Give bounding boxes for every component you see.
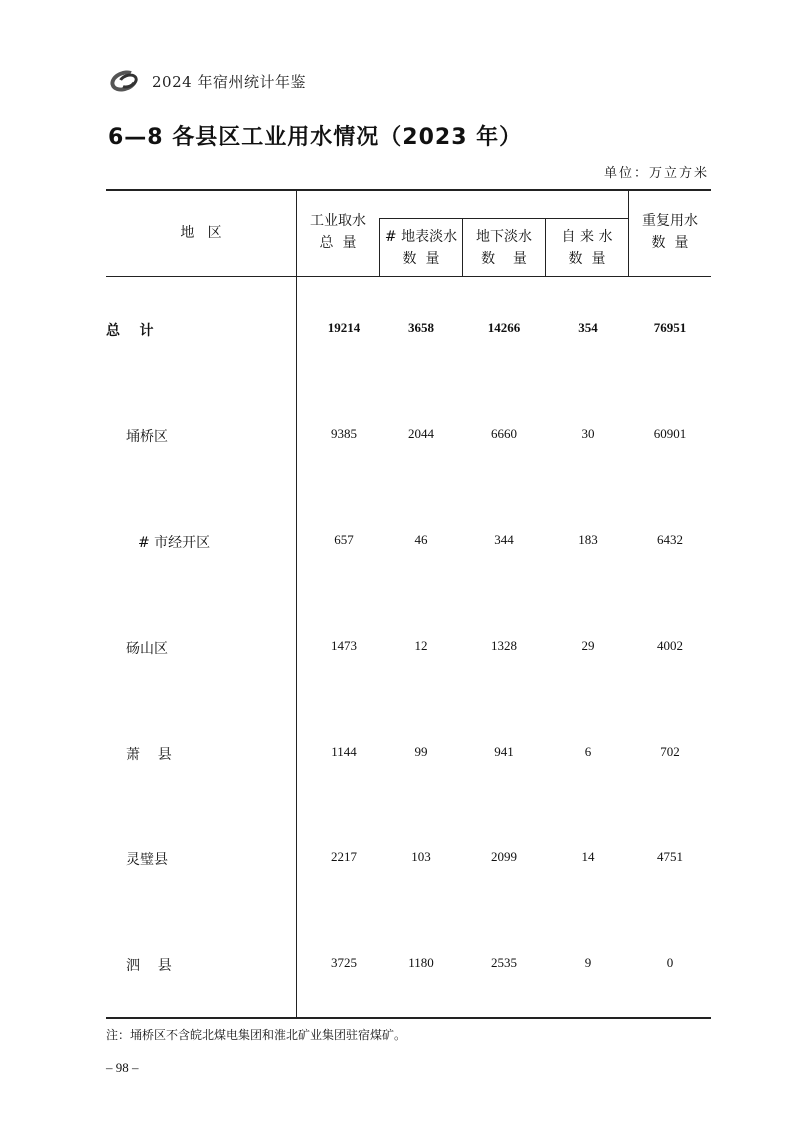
table-title: 6—8 各县区工业用水情况（2023 年） — [108, 125, 523, 150]
cell-tap: 183 — [578, 532, 598, 547]
cell-reuse: 4751 — [657, 849, 683, 864]
table-row — [106, 849, 711, 873]
cell-ground: 1328 — [491, 638, 517, 653]
table-bottom-rule — [106, 1017, 711, 1019]
table-row — [106, 744, 711, 768]
table-header-rule — [106, 276, 711, 277]
cell-surface: 99 — [414, 744, 428, 759]
cell-total: 1144 — [331, 744, 357, 759]
cell-reuse: 702 — [660, 744, 680, 759]
table-row — [106, 638, 711, 662]
row-name: 砀山区 — [126, 641, 168, 657]
cell-tap: 6 — [584, 744, 592, 759]
header-reused-water: 重复用水 数 量 — [642, 213, 698, 251]
header-ground-water: 地下淡水 数 量 — [476, 229, 532, 267]
table-row — [106, 532, 711, 556]
row-name: 萧 县 — [126, 747, 172, 763]
cell-reuse: 76951 — [653, 320, 687, 335]
cell-reuse: 0 — [666, 955, 674, 970]
row-name: 泗 县 — [126, 958, 172, 974]
cell-total: 1473 — [331, 638, 357, 653]
cell-total: 19214 — [327, 320, 361, 335]
row-name: 埇桥区 — [126, 429, 168, 445]
table-top-rule — [106, 189, 711, 191]
cell-tap: 354 — [578, 320, 598, 335]
header-total: 工业取水 总 量 — [310, 213, 366, 251]
cell-total: 9385 — [331, 426, 357, 441]
cell-surface: 1180 — [408, 955, 434, 970]
table-footnote: 注：埇桥区不含皖北煤电集团和淮北矿业集团驻宿煤矿。 — [106, 1028, 407, 1042]
running-title: 2024 年宿州统计年鉴 — [152, 72, 306, 91]
cell-ground: 6660 — [491, 426, 517, 441]
cell-total: 657 — [334, 532, 354, 547]
table-row — [106, 955, 711, 979]
header-tap-water: 自 来 水 数 量 — [561, 229, 613, 267]
table-row — [106, 426, 711, 450]
cell-ground: 2535 — [491, 955, 517, 970]
yearbook-logo-icon — [108, 68, 144, 94]
cell-surface: 12 — [414, 638, 428, 653]
cell-ground: 344 — [494, 532, 514, 547]
subheader-rule — [379, 218, 629, 219]
row-name: 灵璧县 — [126, 852, 168, 868]
cell-tap: 14 — [581, 849, 595, 864]
cell-surface: 103 — [411, 849, 431, 864]
table-row-total — [106, 320, 711, 344]
cell-surface: 46 — [414, 532, 428, 547]
row-name: # 市经开区 — [138, 535, 211, 551]
cell-ground: 941 — [494, 744, 514, 759]
cell-surface: 3658 — [408, 320, 434, 335]
cell-tap: 29 — [581, 638, 595, 653]
cell-reuse: 4002 — [657, 638, 683, 653]
cell-surface: 2044 — [408, 426, 434, 441]
cell-reuse: 6432 — [657, 532, 683, 547]
cell-tap: 30 — [581, 426, 595, 441]
header-surface-water: # 地表淡水 数 量 — [384, 229, 458, 267]
cell-ground: 2099 — [491, 849, 517, 864]
header-region: 地 区 — [180, 225, 222, 241]
cell-ground: 14266 — [487, 320, 521, 335]
cell-tap: 9 — [584, 955, 592, 970]
row-name: 总 计 — [106, 323, 154, 339]
cell-reuse: 60901 — [653, 426, 687, 441]
running-header — [108, 66, 306, 96]
page-number: – 98 – — [106, 1060, 139, 1075]
unit-label: 单位：万立方米 — [603, 166, 709, 181]
stub-divider — [296, 189, 297, 1017]
cell-total: 2217 — [331, 849, 357, 864]
cell-total: 3725 — [331, 955, 357, 970]
